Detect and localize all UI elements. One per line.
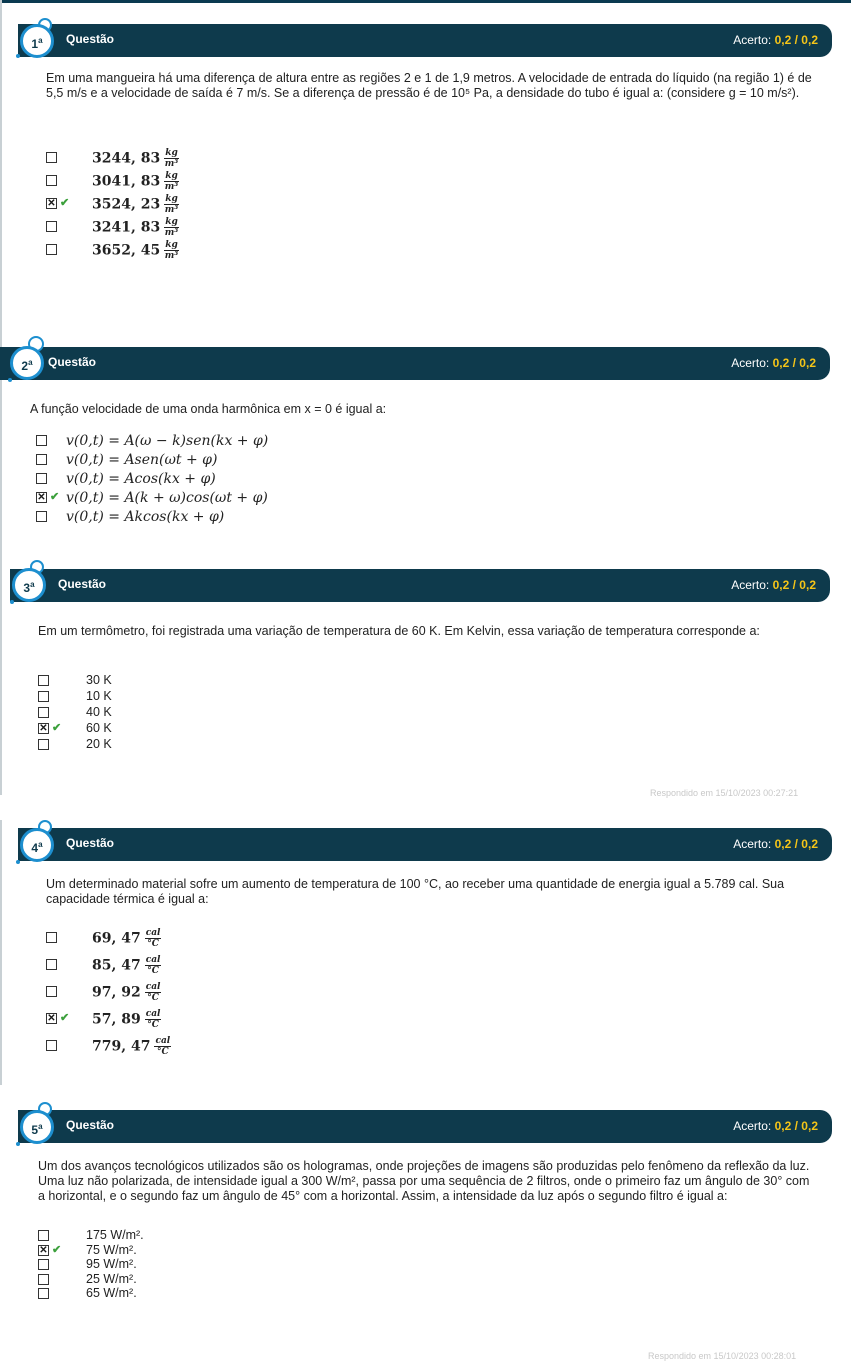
answer-checkbox[interactable] [46, 244, 57, 255]
answer-checkbox[interactable] [38, 675, 49, 686]
question-header [10, 569, 830, 602]
answer-option-label: v(0,t) = Akcos(kx + φ) [66, 509, 225, 525]
answer-option-label: 20 K [86, 737, 112, 751]
question-text: Um determinado material sofre um aumento de temperatura de 100 °C, ao receber uma quantidade de energia igual a 5.789 cal. Sua capacidade térmica é igual a: [46, 877, 785, 906]
question-header [18, 828, 832, 861]
answer-checkbox[interactable] [36, 435, 47, 446]
answer-checkbox[interactable] [46, 986, 57, 997]
answer-option-label: 3041, 83 $\frac{kg}{\text{m³}}$ [92, 171, 179, 192]
answer-checkbox[interactable]: ✕ [39, 1244, 48, 1256]
dot-decoration [16, 860, 20, 864]
answer-checkbox[interactable] [38, 1259, 49, 1270]
acerto-score: Acerto: 0,2 / 0,2 [731, 356, 816, 370]
answer-checkbox[interactable] [46, 932, 57, 943]
answer-option-label: v(0,t) = Asen(ωt + φ) [66, 452, 218, 468]
correct-check-icon: ✔ [60, 197, 70, 209]
answer-option-label: v(0,t) = Acos(kx + φ) [66, 471, 216, 487]
unit-fraction: $\frac{kg}{\text{m³}}$ [164, 148, 179, 169]
answer-option-label: 85, 47 $\frac{\text{cal}}{^\circ C}$ [92, 955, 161, 976]
question-number-badge: 3$^a$ [12, 568, 46, 602]
answer-checkbox[interactable] [46, 152, 57, 163]
answer-option-label: 60 K [86, 721, 112, 735]
answer-option[interactable] [0, 452, 800, 470]
answer-option[interactable] [0, 471, 800, 489]
question-label: Questão [66, 1118, 115, 1132]
top-border [0, 0, 851, 3]
answer-checkbox[interactable] [36, 454, 47, 465]
dot-decoration [10, 600, 14, 604]
answer-option[interactable] [0, 196, 800, 214]
dot-decoration [8, 378, 12, 382]
answer-checkbox[interactable] [36, 473, 47, 484]
unit-fraction: $\frac{\text{cal}}{^\circ C}$ [145, 982, 161, 1003]
answer-option-label: v(0,t) = A(ω − k)sen(kx + φ) [66, 433, 269, 449]
unit-fraction: $\frac{\text{cal}}{^\circ C}$ [145, 1009, 161, 1030]
dot-decoration [16, 1142, 20, 1146]
answer-checkbox[interactable] [46, 959, 57, 970]
unit-fraction: $\frac{kg}{\text{m³}}$ [164, 194, 179, 215]
acerto-score: Acerto: 0,2 / 0,2 [733, 33, 818, 47]
answer-option[interactable] [0, 737, 800, 755]
acerto-score: Acerto: 0,2 / 0,2 [733, 1119, 818, 1133]
answer-option-label: 3241, 83 $\frac{kg}{\text{m³}}$ [92, 217, 179, 238]
answer-option-label: 40 K [86, 705, 112, 719]
answered-timestamp: Respondido em 15/10/2023 00:28:01 [648, 1351, 797, 1361]
answer-checkbox[interactable] [38, 707, 49, 718]
answer-option-label: 3652, 45 $\frac{kg}{\text{m³}}$ [92, 240, 179, 261]
answer-option[interactable] [0, 173, 800, 191]
answer-option-label: 75 W/m². [86, 1242, 137, 1257]
question-header [0, 347, 830, 380]
answer-option-label: 25 W/m². [86, 1271, 137, 1286]
answer-checkbox[interactable] [36, 511, 47, 522]
answer-checkbox[interactable]: ✕ [47, 1013, 56, 1024]
question-label: Questão [48, 355, 97, 369]
answer-checkbox[interactable] [46, 221, 57, 232]
correct-check-icon: ✔ [50, 491, 60, 503]
unit-fraction: $\frac{kg}{\text{m³}}$ [164, 240, 179, 261]
correct-check-icon: ✔ [52, 1243, 62, 1256]
unit-fraction: $\frac{\text{cal}}{^\circ C}$ [155, 1036, 171, 1057]
answer-option-label: 95 W/m². [86, 1257, 137, 1271]
answer-option[interactable] [0, 1286, 800, 1304]
answer-checkbox[interactable] [38, 739, 49, 750]
answer-option-label: 10 K [86, 689, 112, 703]
answer-checkbox[interactable]: ✕ [37, 492, 46, 503]
unit-fraction: $\frac{\text{cal}}{^\circ C}$ [145, 928, 161, 949]
answer-option-label: 69, 47 $\frac{\text{cal}}{^\circ C}$ [92, 928, 161, 949]
answer-option-label: 97, 92 $\frac{\text{cal}}{^\circ C}$ [92, 982, 161, 1003]
answer-option[interactable] [0, 1038, 800, 1056]
answer-option-label: v(0,t) = A(k + ω)cos(ωt + φ) [66, 490, 268, 506]
answer-option-label: 30 K [86, 673, 112, 687]
answer-checkbox[interactable] [46, 1040, 57, 1051]
answer-option-label: 3524, 23 $\frac{kg}{\text{m³}}$ [92, 194, 179, 215]
answer-checkbox[interactable] [38, 1288, 49, 1299]
question-number-badge: 1$^a$ [20, 24, 54, 58]
answer-option[interactable] [0, 930, 800, 948]
answer-checkbox[interactable] [38, 691, 49, 702]
answer-checkbox[interactable] [46, 175, 57, 186]
question-header [18, 1110, 832, 1143]
acerto-score: Acerto: 0,2 / 0,2 [731, 578, 816, 592]
answer-option[interactable] [0, 150, 800, 168]
dot-decoration [16, 54, 20, 58]
answer-option-label: 3244, 83 $\frac{kg}{\text{m³}}$ [92, 148, 179, 169]
answer-checkbox[interactable]: ✕ [47, 198, 56, 209]
question-number-badge: 2$^a$ [10, 346, 44, 380]
answer-option[interactable] [0, 984, 800, 1002]
answer-option[interactable] [0, 242, 800, 260]
question-text: Um dos avanços tecnológicos utilizados são os hologramas, onde projeções de imagens são produzidas pelo fenômeno da reflexão da luz. Uma luz não polarizada, de intensidade igual a 300 W/m², passa por uma sequência de 2 filtros, onde o primeiro faz um ângulo de 30° com a horizontal, e o segundo faz um ângulo de 45° com a horizontal. Assim, a intensidade da luz após o segundo filtro é igual a: [38, 1159, 810, 1203]
unit-fraction: $\frac{kg}{\text{m³}}$ [164, 217, 179, 238]
answer-checkbox[interactable] [38, 1230, 49, 1241]
question-number-badge: 4$^a$ [20, 828, 54, 862]
question-text: A função velocidade de uma onda harmônica em x = 0 é igual a: [30, 402, 387, 416]
answer-option[interactable] [0, 957, 800, 975]
question-label: Questão [66, 32, 115, 46]
answer-option[interactable] [0, 490, 800, 508]
answer-option-label: 57, 89 $\frac{\text{cal}}{^\circ C}$ [92, 1009, 161, 1030]
unit-fraction: $\frac{\text{cal}}{^\circ C}$ [145, 955, 161, 976]
answered-timestamp: Respondido em 15/10/2023 00:27:21 [650, 788, 799, 798]
question-text: Em um termômetro, foi registrada uma variação de temperatura de 60 K. Em Kelvin, essa variação de temperatura corresponde a: [38, 624, 760, 638]
question-text: Em uma mangueira há uma diferença de altura entre as regiões 2 e 1 de 1,9 metros. A velocidade de entrada do líquido (na região 1) é de 5,5 m/s e a velocidade de saída é 7 m/s. Se a diferença de pressão é de 10⁵ Pa, a densidade do tubo é igual a: (considere g = 10 m/s²). [46, 71, 812, 100]
correct-check-icon: ✔ [60, 1012, 70, 1024]
acerto-score: Acerto: 0,2 / 0,2 [733, 837, 818, 851]
answer-option-label: 65 W/m². [86, 1286, 137, 1300]
answer-option[interactable] [0, 509, 800, 527]
answer-option[interactable] [0, 1011, 800, 1029]
answer-option-label: 779, 47 $\frac{\text{cal}}{^\circ C}$ [92, 1036, 171, 1057]
question-label: Questão [58, 577, 107, 591]
question-header [18, 24, 832, 57]
unit-fraction: $\frac{kg}{\text{m³}}$ [164, 171, 179, 192]
answer-option-label: 175 W/m². [86, 1228, 144, 1242]
answer-option[interactable] [0, 219, 800, 237]
answer-checkbox[interactable]: ✕ [39, 723, 48, 734]
answer-option[interactable] [0, 433, 800, 451]
question-label: Questão [66, 836, 115, 850]
question-number-badge: 5$^a$ [20, 1110, 54, 1144]
answer-checkbox[interactable] [38, 1274, 49, 1285]
correct-check-icon: ✔ [52, 722, 62, 734]
